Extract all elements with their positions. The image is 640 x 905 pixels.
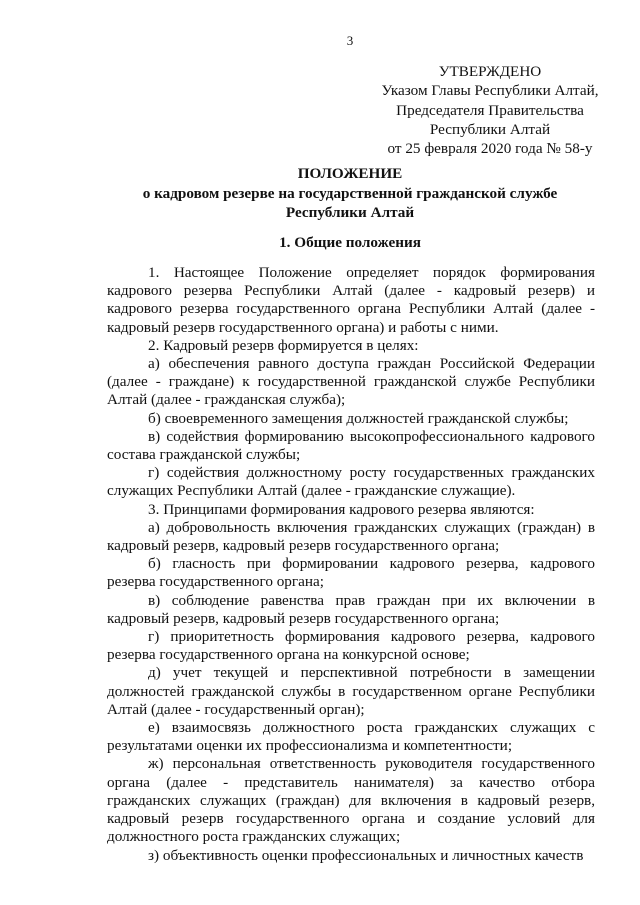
paragraph: в) соблюдение равенства прав граждан при их включении в кадровый резерв, кадровый резерв государственного органа; xyxy=(107,591,595,627)
document-body xyxy=(107,264,595,865)
approval-stamp xyxy=(360,62,620,158)
approval-line: Республики Алтай xyxy=(429,120,551,138)
paragraph: г) приоритетность формирования кадрового резерва, кадрового резерва государственного органа на конкурсной основе; xyxy=(107,628,595,664)
approval-line: Председателя Правительства xyxy=(396,101,584,119)
title-line: ПОЛОЖЕНИЕ xyxy=(297,165,403,182)
paragraph: а) обеспечения равного доступа граждан Российской Федерации (далее - граждане) к государственной гражданской службе Республики Алтай (далее - гражданская служба); xyxy=(107,355,595,409)
page-number: 3 xyxy=(346,33,354,48)
document-title xyxy=(0,164,640,223)
paragraph: з) объективность оценки профессиональных и личностных качеств xyxy=(148,846,584,864)
approval-line: УТВЕРЖДЕНО xyxy=(438,63,542,80)
paragraph: 3. Принципами формирования кадрового резерва являются: xyxy=(148,500,535,518)
section-heading: 1. Общие положения xyxy=(279,234,421,251)
paragraph: в) содействия формированию высокопрофессионального кадрового состава гражданской службы; xyxy=(107,427,595,464)
paragraph: а) добровольность включения гражданских служащих (граждан) в кадровый резерв, кадровый резерв государственного органа; xyxy=(107,518,595,555)
paragraph: ж) персональная ответственность руководителя государственного органа (далее - представитель нанимателя) за качество отбора гражданских служащих (граждан) для включения в кадровый резерв, кадровый резерв государственного органа и создание условий для должностного роста гражданских служащих; xyxy=(107,755,595,846)
title-line: о кадровом резерве на государственной гражданской службе xyxy=(142,184,558,202)
approval-line: от 25 февраля 2020 года № 58-у xyxy=(387,140,593,158)
paragraph: 2. Кадровый резерв формируется в целях: xyxy=(148,336,419,354)
paragraph: д) учет текущей и перспективной потребности в замещении должностей гражданской службы в государственном органе Республики Алтай (далее - государственный орган); xyxy=(107,664,595,718)
paragraph: е) взаимосвязь должностного роста гражданских служащих с результатами оценки их профессионализма и компетентности; xyxy=(107,719,595,755)
paragraph: б) гласность при формировании кадрового резерва, кадрового резерва государственного органа; xyxy=(107,555,595,591)
title-line: Республики Алтай xyxy=(285,204,415,222)
approval-line: Указом Главы Республики Алтай, xyxy=(381,82,599,100)
paragraph: 1. Настоящее Положение определяет порядок формирования кадрового резерва Республики Алтай (далее - кадровый резерв) и кадрового резерва государственного органа Республики Алтай (далее - кадровый резерв государственного органа) и работы с ними. xyxy=(107,264,595,336)
paragraph: б) своевременного замещения должностей гражданской службы; xyxy=(148,409,569,427)
paragraph: г) содействия должностному росту государственных гражданских служащих Республики Алтай (далее - гражданские служащие). xyxy=(107,464,595,500)
